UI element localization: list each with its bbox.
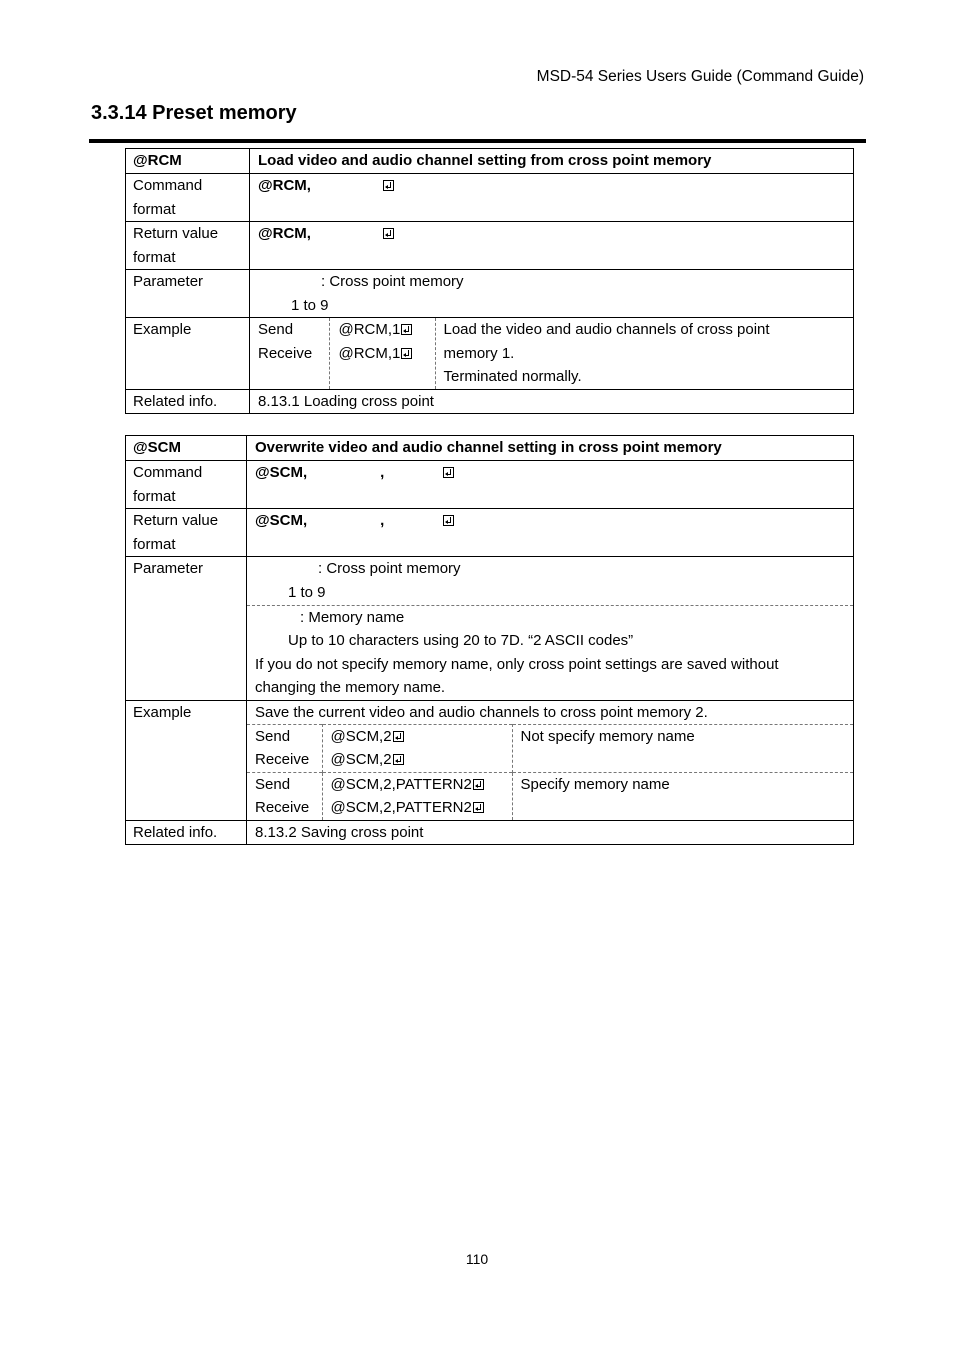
parameter-2 — [247, 605, 853, 700]
send-command: @SCM,2,PATTERN2 — [330, 775, 472, 793]
parameter-row — [126, 557, 854, 701]
receive-command: @SCM,2 — [330, 751, 392, 768]
example-grid — [247, 724, 853, 820]
command-description: Load video and audio channel setting from cross point memory — [250, 149, 854, 174]
parameter-value — [247, 557, 854, 701]
format-text: @SCM, — [255, 512, 308, 529]
rcm-command-table — [125, 148, 854, 414]
row-label: Command format — [126, 174, 250, 222]
related-info-row — [126, 389, 854, 414]
command-format-value — [250, 174, 854, 222]
send-receive-labels: Send Receive — [258, 321, 313, 362]
command-description: Overwrite video and audio channel setting in cross point memory — [247, 436, 854, 461]
command-format-value — [247, 461, 854, 509]
return-format-value — [250, 222, 854, 270]
format-text: @RCM, — [258, 225, 311, 242]
example-description: Not specify memory name — [512, 724, 853, 772]
format-text: @RCM, — [258, 177, 311, 194]
row-label: Example — [126, 318, 250, 390]
parameter-range: 1 to 9 — [288, 583, 326, 601]
send-receive-labels: Send Receive — [255, 727, 310, 768]
running-header: MSD-54 Series Users Guide (Command Guide) — [536, 68, 864, 85]
return-key-icon — [473, 802, 484, 813]
example-grid — [258, 318, 853, 389]
example-value — [247, 700, 854, 820]
parameter-desc: : Cross point memory — [321, 273, 464, 290]
section-title: 3.3.14 Preset memory — [91, 102, 297, 124]
related-info-value: 8.13.2 Saving cross point — [247, 820, 854, 845]
row-label: Return value format — [126, 222, 250, 270]
row-label: Command format — [126, 461, 247, 509]
row-label: Related info. — [126, 389, 250, 414]
row-label: Parameter — [126, 270, 250, 318]
parameter-row — [126, 270, 854, 318]
format-text: @SCM, — [255, 464, 308, 481]
section-rule — [89, 139, 866, 143]
return-key-icon — [473, 779, 484, 790]
receive-command: @RCM,1 — [338, 344, 401, 362]
row-label: Related info. — [126, 820, 247, 845]
related-info-value: 8.13.1 Loading cross point — [250, 389, 854, 414]
command-format-row — [126, 461, 854, 509]
send-command: @RCM,1 — [338, 321, 401, 338]
command-format-row — [126, 174, 854, 222]
example-intro: Save the current video and audio channels to cross point memory 2. — [255, 703, 708, 721]
example-row — [126, 318, 854, 390]
command-name: @RCM — [126, 149, 250, 174]
format-comma: , — [380, 464, 385, 481]
related-info-row — [126, 820, 854, 845]
parameter-note: changing the memory name. — [255, 679, 446, 696]
format-comma: , — [380, 512, 385, 529]
return-key-icon — [383, 228, 394, 239]
parameter-value — [250, 270, 854, 318]
return-format-value — [247, 509, 854, 557]
table-header-row — [126, 436, 854, 461]
example-commands — [322, 724, 512, 772]
parameter-desc: : Memory name — [300, 608, 405, 626]
example-commands — [322, 772, 512, 820]
example-row — [126, 700, 854, 820]
return-key-icon — [383, 180, 394, 191]
parameter-note: If you do not specify memory name, only cross point settings are saved without — [255, 655, 779, 673]
parameter-desc: : Cross point memory — [318, 560, 461, 577]
receive-command: @SCM,2,PATTERN2 — [330, 799, 472, 816]
return-key-icon — [401, 324, 412, 335]
row-label: Parameter — [126, 557, 247, 701]
command-name: @SCM — [126, 436, 247, 461]
return-key-icon — [443, 467, 454, 478]
return-format-row — [126, 509, 854, 557]
send-command: @SCM,2 — [330, 727, 392, 745]
page-number: 110 — [465, 1251, 489, 1267]
return-key-icon — [401, 348, 412, 359]
example-value — [250, 318, 854, 390]
table-header-row — [126, 149, 854, 174]
return-key-icon — [393, 731, 404, 742]
parameter-range: Up to 10 characters using 20 to 7D. “2 ASCII codes” — [288, 632, 634, 649]
return-key-icon — [443, 515, 454, 526]
row-label: Return value format — [126, 509, 247, 557]
return-format-row — [126, 222, 854, 270]
parameter-range: 1 to 9 — [291, 296, 329, 314]
row-label: Example — [126, 700, 247, 820]
example-description: Load the video and audio channels of cross point memory 1. Terminated normally. — [435, 318, 853, 389]
scm-command-table — [125, 435, 854, 845]
return-key-icon — [393, 754, 404, 765]
example-commands — [329, 318, 435, 389]
send-receive-labels: Send Receive — [255, 775, 310, 816]
example-description: Specify memory name — [512, 772, 853, 820]
